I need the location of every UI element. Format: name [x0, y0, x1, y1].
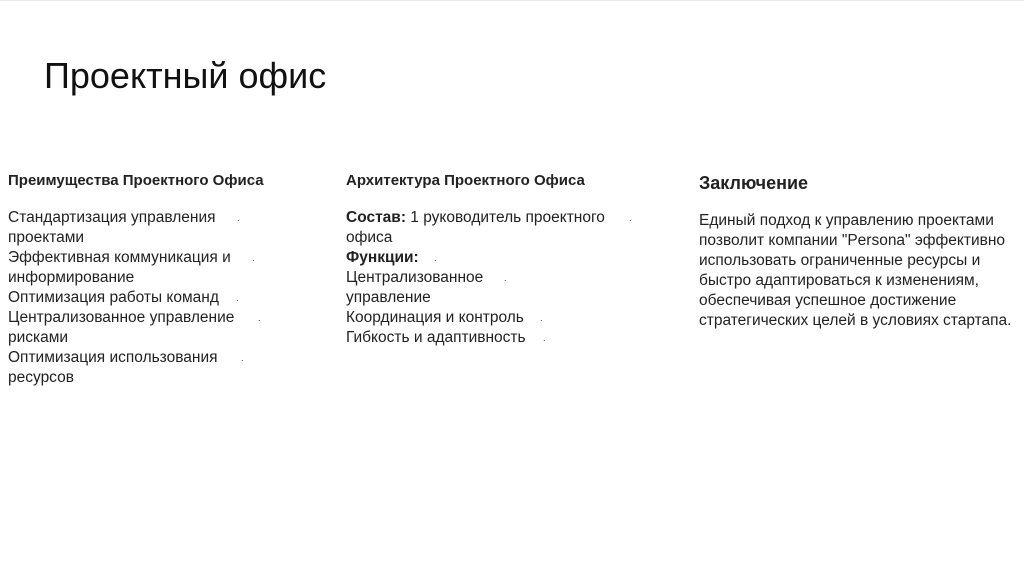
- bullet-marker: .: [258, 313, 261, 323]
- list-item-line: [346, 248, 646, 268]
- list-item-line: Оптимизация работы команд: [8, 289, 219, 306]
- advantages-list: [8, 208, 308, 388]
- list-item-text: 1 руководитель проектного: [405, 209, 605, 226]
- list-item: [346, 268, 646, 308]
- list-item-line: Оптимизация использования: [8, 349, 218, 366]
- list-item-line: информирование: [8, 269, 135, 286]
- list-item-line: Централизованное управление: [8, 309, 235, 326]
- bullet-marker: .: [252, 253, 255, 263]
- list-item-line: Стандартизация управления: [8, 209, 216, 226]
- architecture-list: [346, 208, 646, 348]
- top-divider: [0, 0, 1024, 1]
- conclusion-column: [699, 172, 1019, 331]
- list-item-line: [346, 208, 646, 228]
- list-item-line: Централизованное: [346, 269, 484, 286]
- architecture-column: [346, 172, 646, 348]
- list-item-line: офиса: [346, 229, 393, 246]
- list-item-line: Гибкость и адаптивность: [346, 329, 526, 346]
- architecture-heading: Архитектура Проектного Офиса: [346, 172, 585, 189]
- list-item-line: ресурсов: [8, 369, 74, 386]
- bullet-marker: .: [434, 253, 437, 263]
- list-item: [346, 328, 646, 348]
- advantages-heading: Преимущества Проектного Офиса: [8, 172, 264, 189]
- bullet-marker: .: [241, 353, 244, 363]
- bullet-marker: .: [504, 273, 507, 283]
- bullet-marker: .: [237, 213, 240, 223]
- slide-title: Проектный офис: [44, 55, 327, 96]
- list-item-line: рисками: [8, 329, 69, 346]
- conclusion-text: Единый подход к управлению проектами позволит компании "Persona" эффективно использовать ограниченные ресурсы и быстро адаптироваться к изменениям, обеспечивая успешное достижение стратегических целей в условиях стартапа.: [699, 212, 1012, 329]
- advantages-column: [8, 172, 308, 388]
- bullet-marker: .: [540, 313, 543, 323]
- list-item: [8, 308, 308, 348]
- bullet-marker: .: [629, 213, 632, 223]
- list-item-line: Эффективная коммуникация и: [8, 249, 231, 266]
- list-item-line: Координация и контроль: [346, 309, 524, 326]
- list-item-label: Состав:: [346, 209, 406, 226]
- list-item: [8, 248, 308, 288]
- list-item-line: управление: [346, 289, 431, 306]
- list-item: [8, 208, 308, 248]
- list-item: [8, 288, 308, 308]
- list-item-line: проектами: [8, 229, 85, 246]
- list-item: [346, 208, 646, 248]
- list-item-label: Функции:: [346, 249, 419, 266]
- conclusion-heading: Заключение: [699, 173, 809, 193]
- list-item: [346, 308, 646, 328]
- list-item: [346, 248, 646, 268]
- list-item: [8, 348, 308, 388]
- bullet-marker: .: [236, 293, 239, 303]
- bullet-marker: .: [543, 333, 546, 343]
